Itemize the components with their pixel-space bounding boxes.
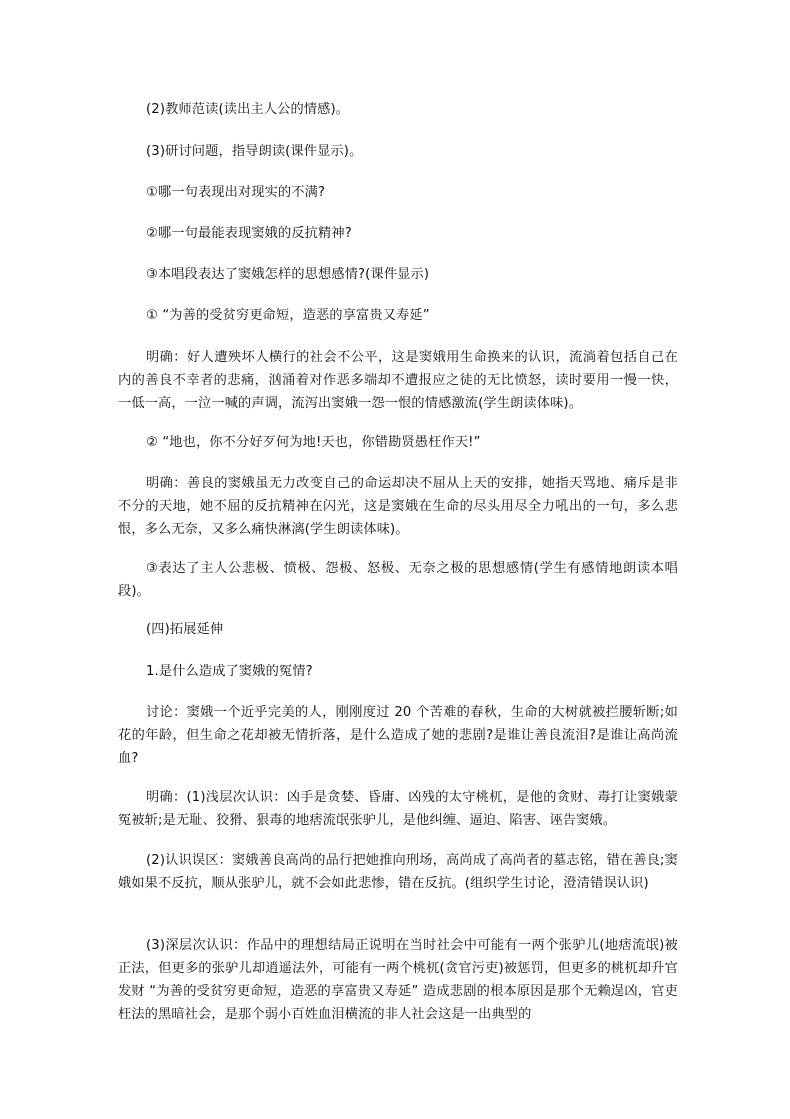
discussion-paragraph: 讨论：窦娥一个近乎完美的人，刚刚度过 20 个苦难的春秋，生命的大树就被拦腰斩断;如花的年龄，但生命之花却被无情折落，是什么造成了她的悲剧?是谁让善良流泪?是谁让高尚流血? <box>118 705 678 766</box>
answer-misconception: (2)认识误区：窦娥善良高尚的品行把她推向刑场，高尚成了高尚者的墓志铭，错在善良;窦娥如果不反抗，顺从张驴儿，就不会如此悲惨，错在反抗。(组织学生讨论，澄清错误认识) <box>118 853 678 891</box>
answer-deep-level: (3)深层次认识：作品中的理想结局正说明在当时社会中可能有一两个张驴儿(地痞流氓)被正法，但更多的张驴儿却逍遥法外，可能有一两个桃杌(贪官污吏)被惩罚，但更多的桃杌却升官发财 “为善的受贫穷更命短，造恶的享富贵又寿延” 造成悲剧的根本原因是那个无赖逞凶，官吏枉法的黑暗社会，是那个弱小百姓血泪横流的非人社会这是一出典型的 <box>118 938 678 1022</box>
answer-shallow-level: 明确：(1)浅层次认识：凶手是贪婪、昏庸、凶残的太守桃杌，是他的贪财、毒打让窦娥蒙冤被斩;是无耻、狡猾、狠毒的地痞流氓张驴儿，是他纠缠、逼迫、陷害、诬告窦娥。 <box>118 790 678 828</box>
section-heading-extension: (四)拓展延伸 <box>146 622 224 637</box>
question-3: ③本唱段表达了窦娥怎样的思想感情?(课件显示) <box>146 267 430 282</box>
answer-1: 明确：好人遭殃坏人横行的社会不公平，这是窦娥用生命换来的认识，流淌着包括自己在内的善良不幸者的悲痛，汹涌着对作恶多端却不遭报应之徒的无比愤怒，读时要用一慢一快，一低一高，一泣一喊的声调，流泻出窦娥一怨一恨的情感激流(学生朗读体味)。 <box>118 350 678 411</box>
quote-1: ① “为善的受贫穷更命短，造恶的享富贵又寿延” <box>146 308 430 323</box>
paragraph-teacher-reading: (2)教师范读(读出主人公的情感)。 <box>146 102 350 117</box>
question-1: ①哪一句表现出对现实的不满? <box>146 185 326 200</box>
answer-2: 明确：善良的窦娥虽无力改变自己的命运却决不屈从上天的安排，她指天骂地、痛斥是非不分的天地，她不屈的反抗精神在闪光，这是窦娥在生命的尽头用尽全力吼出的一句，多么悲恨，多么无奈，又多么痛快淋漓(学生朗读体味)。 <box>118 476 678 537</box>
question-2: ②哪一句最能表现窦娥的反抗精神? <box>146 226 352 241</box>
question-cause: 1.是什么造成了窦娥的冤情? <box>146 664 313 679</box>
paragraph-discussion-guide: (3)研讨问题，指导朗读(课件显示)。 <box>146 144 363 159</box>
quote-2: ② “地也，你不分好歹何为地!天也，你错勘贤愚枉作天!” <box>146 435 481 450</box>
answer-3: ③表达了主人公悲极、愤极、怨极、怒极、无奈之极的思想感情(学生有感情地朗读本唱段)。 <box>118 561 678 599</box>
